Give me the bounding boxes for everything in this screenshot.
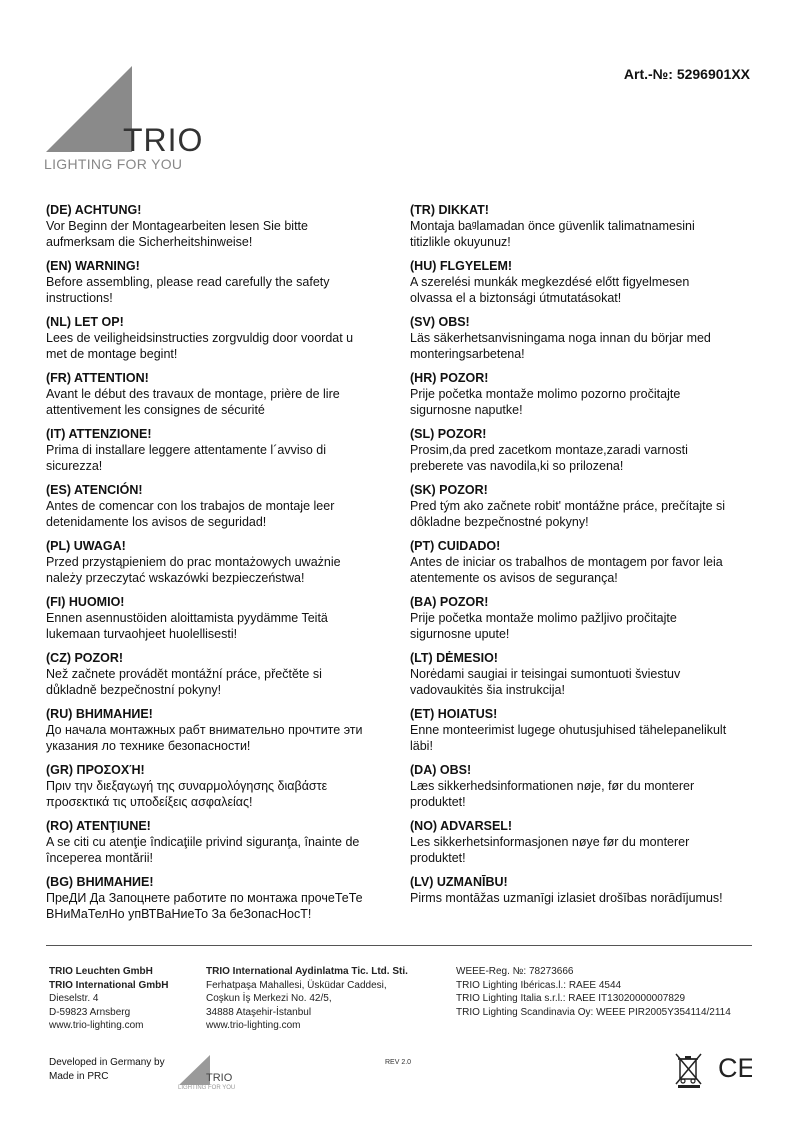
- warning-line: Pirms montāžas uzmanīgi izlasiet drošības norādījumus!: [410, 891, 723, 905]
- warning-line: sigurnosne naputke!: [410, 403, 523, 417]
- warning-block: [410, 202, 755, 258]
- address-line: Coşkun İş Merkezi No. 42/5,: [206, 993, 332, 1004]
- warning-line: Prije početka montaže molimo pozorno pročitajte: [410, 387, 681, 401]
- warning-heading: (SK) POZOR!: [410, 483, 488, 497]
- warning-heading: (FI) HUOMIO!: [46, 595, 125, 609]
- address-line: Dieselstr. 4: [49, 993, 99, 1004]
- weee-reg-line: TRIO Lighting Scandinavia Oy: WEEE PIR2005Y354114/2114: [456, 1006, 731, 1018]
- warning-block: [410, 706, 755, 762]
- warning-line: Vor Beginn der Montagearbeiten lesen Sie bitte: [46, 219, 308, 233]
- logo-tagline: LIGHTING FOR YOU: [44, 156, 183, 172]
- warning-block: [410, 762, 755, 818]
- warning-block: [46, 706, 396, 762]
- warning-line: До начала монтажных рабт внимательно прочтите эти: [46, 723, 363, 737]
- footer-address-turkey: [206, 965, 408, 1033]
- warning-heading: (PL) UWAGA!: [46, 539, 126, 553]
- warning-line: monteringsarbetena!: [410, 347, 525, 361]
- warning-block: [46, 314, 396, 370]
- warning-block: [46, 202, 396, 258]
- warning-line: ПреДИ Да Запоцнете работите по монтажа прочеТеТе: [46, 891, 363, 905]
- warning-heading: (GR) ΠΡΟΣΟΧΉ!: [46, 763, 145, 777]
- small-logo-tagline: LIGHTING FOR YOU: [178, 1085, 236, 1091]
- website-link[interactable]: www.trio-lighting.com: [49, 1020, 144, 1031]
- warning-line: A se citi cu atenţie îndicaţiile privind siguranţa, înainte de: [46, 835, 360, 849]
- trio-logo: [44, 64, 204, 176]
- warning-line: läbi!: [410, 739, 433, 753]
- warning-line: A szerelési munkák megkezdésé előtt figyelmesen: [410, 275, 690, 289]
- warning-heading: (ET) HOIATUS!: [410, 707, 498, 721]
- warning-block: [46, 594, 396, 650]
- warning-line: Antes de iniciar os trabalhos de montagem por favor leia: [410, 555, 723, 569]
- weee-reg-line: TRIO Lighting Ibéricas.l.: RAEE 4544: [456, 979, 622, 991]
- ce-mark-icon: [718, 1053, 752, 1086]
- warning-line: preberete vas navodila,ki so prilozena!: [410, 459, 624, 473]
- warning-line: olvassa el a biztonsági útmutatásokat!: [410, 291, 622, 305]
- warning-heading: (RU) ВНИМАНИЕ!: [46, 707, 153, 721]
- warning-block: [410, 594, 755, 650]
- company-name: TRIO International GmbH: [49, 979, 169, 991]
- warning-heading: (SL) POZOR!: [410, 427, 487, 441]
- warning-line: Prima di installare leggere attentamente l´avviso di: [46, 443, 326, 457]
- warning-line: należy przeczytać wskazówki bezpieczeństwa!: [46, 571, 305, 585]
- warning-line: produktet!: [410, 795, 466, 809]
- weee-bin-icon: [674, 1051, 704, 1094]
- warning-block: [46, 874, 396, 930]
- address-line: D-59823 Arnsberg: [49, 1006, 131, 1018]
- warning-line: met de montage begint!: [46, 347, 178, 361]
- warning-line: lukemaan turvaohjeet huolellisesti!: [46, 627, 238, 641]
- warning-block: [410, 370, 755, 426]
- small-logo-text: TRIO: [206, 1072, 233, 1084]
- warning-line: důkladně bezpečnostní pokyny!: [46, 683, 222, 697]
- warnings-left-column: [46, 202, 396, 930]
- warning-block: [46, 818, 396, 874]
- warning-line: începerea montării!: [46, 851, 154, 865]
- article-number: Art.-№: 5296901XX: [623, 66, 750, 82]
- warning-heading: (CZ) POZOR!: [46, 651, 124, 665]
- warning-block: [410, 650, 755, 706]
- warning-line: указания ло технике безопасности!: [46, 739, 251, 753]
- footer-divider: [46, 945, 752, 946]
- company-name: TRIO International Aydinlatma Tic. Ltd. Sti.: [206, 966, 408, 977]
- logo-triangle-icon: [44, 64, 134, 156]
- warning-heading: (NL) LET OP!: [46, 315, 124, 329]
- warning-line: Antes de comencar con los trabajos de montaje leer: [46, 499, 335, 513]
- warning-line: sigurnosne upute!: [410, 627, 510, 641]
- warning-line: Before assembling, please read carefully the safety: [46, 275, 330, 289]
- address-line: Ferhatpaşa Mahallesi, Üsküdar Caddesi,: [206, 979, 387, 991]
- warning-line: Läs säkerhetsanvisningama noga innan du börjar med: [410, 331, 711, 345]
- warning-line: produktet!: [410, 851, 466, 865]
- warning-heading: (ES) ATENCIÓN!: [46, 483, 143, 497]
- warning-line: Norėdami saugiai ir teisingai sumontuoti šviestuv: [410, 667, 681, 681]
- warning-line: Prosim,da pred zacetkom montaze,zaradi varnosti: [410, 443, 688, 457]
- warning-line: Pred tým ako začnete robit' montážne práce, prečítajte si: [410, 499, 726, 513]
- developed-in: Developed in Germany by: [49, 1057, 165, 1068]
- warning-heading: (DA) OBS!: [410, 763, 472, 777]
- warning-line: detenidamente los avisos de seguridad!: [46, 515, 267, 529]
- warning-block: [410, 818, 755, 874]
- warning-line: Læs sikkerhedsinformationen nøje, før du monterer: [410, 779, 695, 793]
- made-in: Made in PRC: [49, 1071, 109, 1082]
- warning-line: Enne monteerimist lugege ohutusjuhised tähelepanelikult: [410, 723, 727, 737]
- warning-heading: (LV) UZMANĪBU!: [410, 875, 508, 889]
- weee-reg-line: WEEE-Reg. №: 78273666: [456, 966, 574, 977]
- origin-info: [49, 1056, 165, 1084]
- company-name: TRIO Leuchten GmbH: [49, 966, 153, 977]
- warning-line: titizlikle okuyunuz!: [410, 235, 511, 249]
- warning-block: [46, 370, 396, 426]
- warning-line: aufmerksam die Sicherheitshinweise!: [46, 235, 253, 249]
- warning-heading: (DE) ACHTUNG!: [46, 203, 142, 217]
- warning-line: Avant le début des travaux de montage, prière de lire: [46, 387, 340, 401]
- warnings-right-column: [410, 202, 755, 930]
- warning-line: dôkladne bezpečnostné pokyny!: [410, 515, 589, 529]
- warning-line: instructions!: [46, 291, 113, 305]
- revision-label: REV 2.0: [385, 1059, 412, 1066]
- warning-block: [46, 650, 396, 706]
- address-line: 34888 Ataşehir-İstanbul: [206, 1006, 312, 1018]
- warning-block: [410, 426, 755, 482]
- warning-line: Πριν την διεξαγωγή της συναρμολόγησης διαβάστε: [46, 779, 328, 793]
- warning-block: [46, 482, 396, 538]
- warning-heading: (IT) ATTENZIONE!: [46, 427, 152, 441]
- warning-heading: (HU) FLGYELEM!: [410, 259, 513, 273]
- warning-block: [46, 538, 396, 594]
- warning-line: προσεκτικά τις υποδείξεις ασφαλείας!: [46, 795, 253, 809]
- warning-line: Les sikkerhetsinformasjonen nøye før du monterer: [410, 835, 690, 849]
- warning-block: [410, 482, 755, 538]
- weee-reg-line: TRIO Lighting Italia s.r.l.: RAEE IT13020000007829: [456, 993, 686, 1004]
- warning-line: Przed przystąpieniem do prac montażowych uważnie: [46, 555, 341, 569]
- warning-heading: (PT) CUIDADO!: [410, 539, 501, 553]
- website-link[interactable]: www.trio-lighting.com: [206, 1020, 301, 1031]
- footer-weee-registrations: [456, 965, 752, 1019]
- warning-heading: (FR) ATTENTION!: [46, 371, 149, 385]
- warning-line: atentemente os avisos de segurança!: [410, 571, 618, 585]
- warning-line: Montaja baᵍlamadan önce güvenlik talimatnamesini: [410, 219, 695, 233]
- warning-block: [410, 538, 755, 594]
- warning-line: Prije početka montaže molimo pažljivo pročitajte: [410, 611, 677, 625]
- ce-mark-text: CE: [718, 1053, 752, 1081]
- warning-line: Než začnete provádět montážní práce, přečtěte si: [46, 667, 322, 681]
- warning-heading: (BG) ВНИМАНИЕ!: [46, 875, 154, 889]
- warning-heading: (BA) POZOR!: [410, 595, 489, 609]
- warning-block: [46, 762, 396, 818]
- warning-line: Lees de veiligheidsinstructies zorgvuldig door voordat u: [46, 331, 354, 345]
- warning-block: [46, 426, 396, 482]
- warning-line: ВНиМаТелНо упВТВаНиеТо За беЗопасНосТ!: [46, 907, 312, 921]
- warning-heading: (LT) DĖMESIO!: [410, 651, 498, 665]
- warning-heading: (NO) ADVARSEL!: [410, 819, 513, 833]
- warning-block: [410, 258, 755, 314]
- warning-heading: (SV) OBS!: [410, 315, 470, 329]
- warning-block: [46, 258, 396, 314]
- warning-heading: (HR) POZOR!: [410, 371, 489, 385]
- warning-block: [410, 874, 755, 930]
- warning-line: attentivement les consignes de sécurité: [46, 403, 265, 417]
- warning-line: vadovaukitės šia instrukcija!: [410, 683, 565, 697]
- warning-line: sicurezza!: [46, 459, 103, 473]
- small-trio-logo: [178, 1054, 234, 1094]
- footer-address-germany: [49, 965, 168, 1033]
- warning-block: [410, 314, 755, 370]
- warning-heading: (TR) DIKKAT!: [410, 203, 489, 217]
- warning-heading: (RO) ATENŢIUNE!: [46, 819, 151, 833]
- warning-line: Ennen asennustöiden aloittamista pyydämme Teitä: [46, 611, 328, 625]
- warning-heading: (EN) WARNING!: [46, 259, 140, 273]
- logo-text: TRIO: [123, 122, 204, 158]
